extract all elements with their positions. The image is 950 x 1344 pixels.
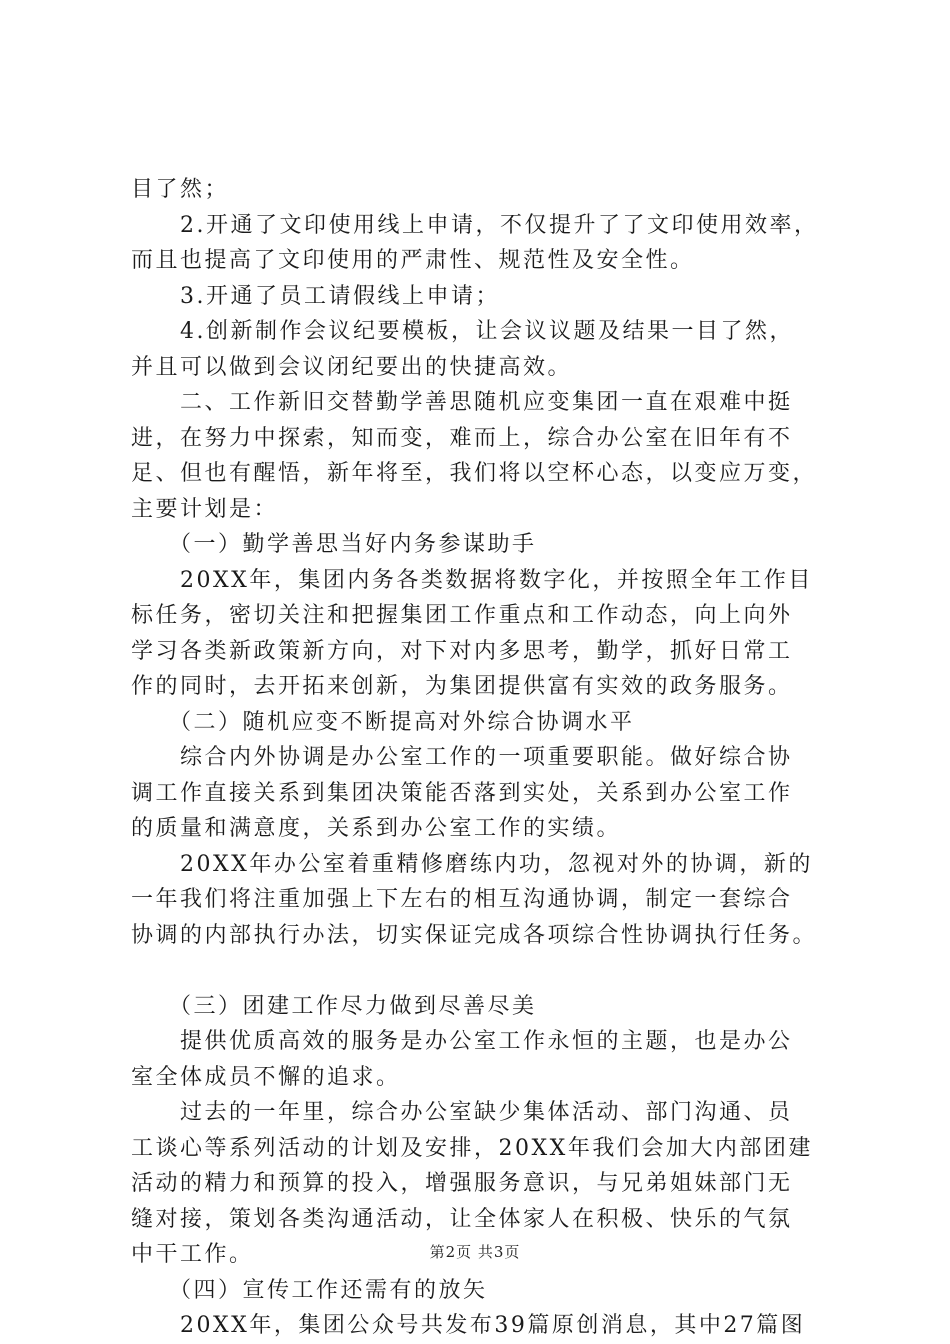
text-line: 20XX年，集团公众号共发布39篇原创消息，其中27篇图 bbox=[131, 1313, 806, 1338]
text-line: 目了然； bbox=[131, 177, 230, 202]
page-footer: 第2页 共3页 bbox=[429, 1243, 521, 1261]
text-line: （一）勤学善思当好内务参谋助手 bbox=[131, 532, 537, 557]
text-line: 活动的精力和预算的投入，增强服务意识，与兄弟姐妹部门无 bbox=[131, 1171, 793, 1196]
text-line: 进，在努力中探索，知而变，难而上，综合办公室在旧年有不 bbox=[131, 425, 793, 451]
text-line: 二、工作新旧交替勤学善思随机应变集团一直在艰难中挺 bbox=[131, 390, 793, 415]
text-line: 而且也提高了文印使用的严肃性、规范性及安全性。 bbox=[131, 248, 695, 273]
text-line: 工谈心等系列活动的计划及安排，20XX年我们会加大内部团建 bbox=[131, 1135, 813, 1161]
text-line: 并且可以做到会议闭纪要出的快捷高效。 bbox=[131, 354, 573, 380]
text-line: 的质量和满意度，关系到办公室工作的实绩。 bbox=[131, 816, 622, 841]
text-line: （二）随机应变不断提高对外综合协调水平 bbox=[131, 709, 635, 735]
text-line: 作的同时，去开拓来创新，为集团提供富有实效的政务服务。 bbox=[131, 674, 793, 699]
text-line: 2.开通了文印使用线上申请，不仅提升了了文印使用效率， bbox=[131, 212, 819, 238]
text-line: 学习各类新政策新方向，对下对内多思考，勤学，抓好日常工 bbox=[131, 638, 793, 664]
text-line: 4.创新制作会议纪要模板，让会议议题及结果一目了然， bbox=[131, 319, 794, 344]
text-line: 标任务，密切关注和把握集团工作重点和工作动态，向上向外 bbox=[131, 603, 793, 628]
text-line: 调工作直接关系到集团决策能否落到实处，关系到办公室工作 bbox=[131, 780, 793, 806]
text-line: 过去的一年里，综合办公室缺少集体活动、部门沟通、员 bbox=[131, 1100, 793, 1125]
text-line: 协调的内部执行办法，切实保证完成各项综合性协调执行任务。 bbox=[131, 922, 818, 948]
text-line: 一年我们将注重加强上下左右的相互沟通协调，制定一套综合 bbox=[131, 887, 793, 912]
text-line: 主要计划是： bbox=[131, 496, 279, 522]
blank-line bbox=[131, 953, 843, 989]
text-line: 缝对接，策划各类沟通活动，让全体家人在积极、快乐的气氛 bbox=[131, 1206, 793, 1232]
document-body bbox=[131, 172, 843, 1344]
text-line: 综合内外协调是办公室工作的一项重要职能。做好综合协 bbox=[131, 745, 793, 770]
text-line: （三）团建工作尽力做到尽善尽美 bbox=[131, 993, 537, 1019]
text-line: 20XX年办公室着重精修磨练内功，忽视对外的协调，新的 bbox=[131, 851, 813, 877]
text-line: 3.开通了员工请假线上申请； bbox=[131, 283, 500, 309]
text-line: 室全体成员不懈的追求。 bbox=[131, 1064, 401, 1090]
text-line: （四）宣传工作还需有的放矢 bbox=[131, 1277, 488, 1303]
text-line: 提供优质高效的服务是办公室工作永恒的主题，也是办公 bbox=[131, 1029, 793, 1054]
text-line: 足、但也有醒悟，新年将至，我们将以空杯心态，以变应万变， bbox=[131, 461, 818, 486]
text-line: 20XX年，集团内务各类数据将数字化，并按照全年工作目 bbox=[131, 567, 813, 593]
text-line: 中干工作。 bbox=[131, 1242, 254, 1267]
